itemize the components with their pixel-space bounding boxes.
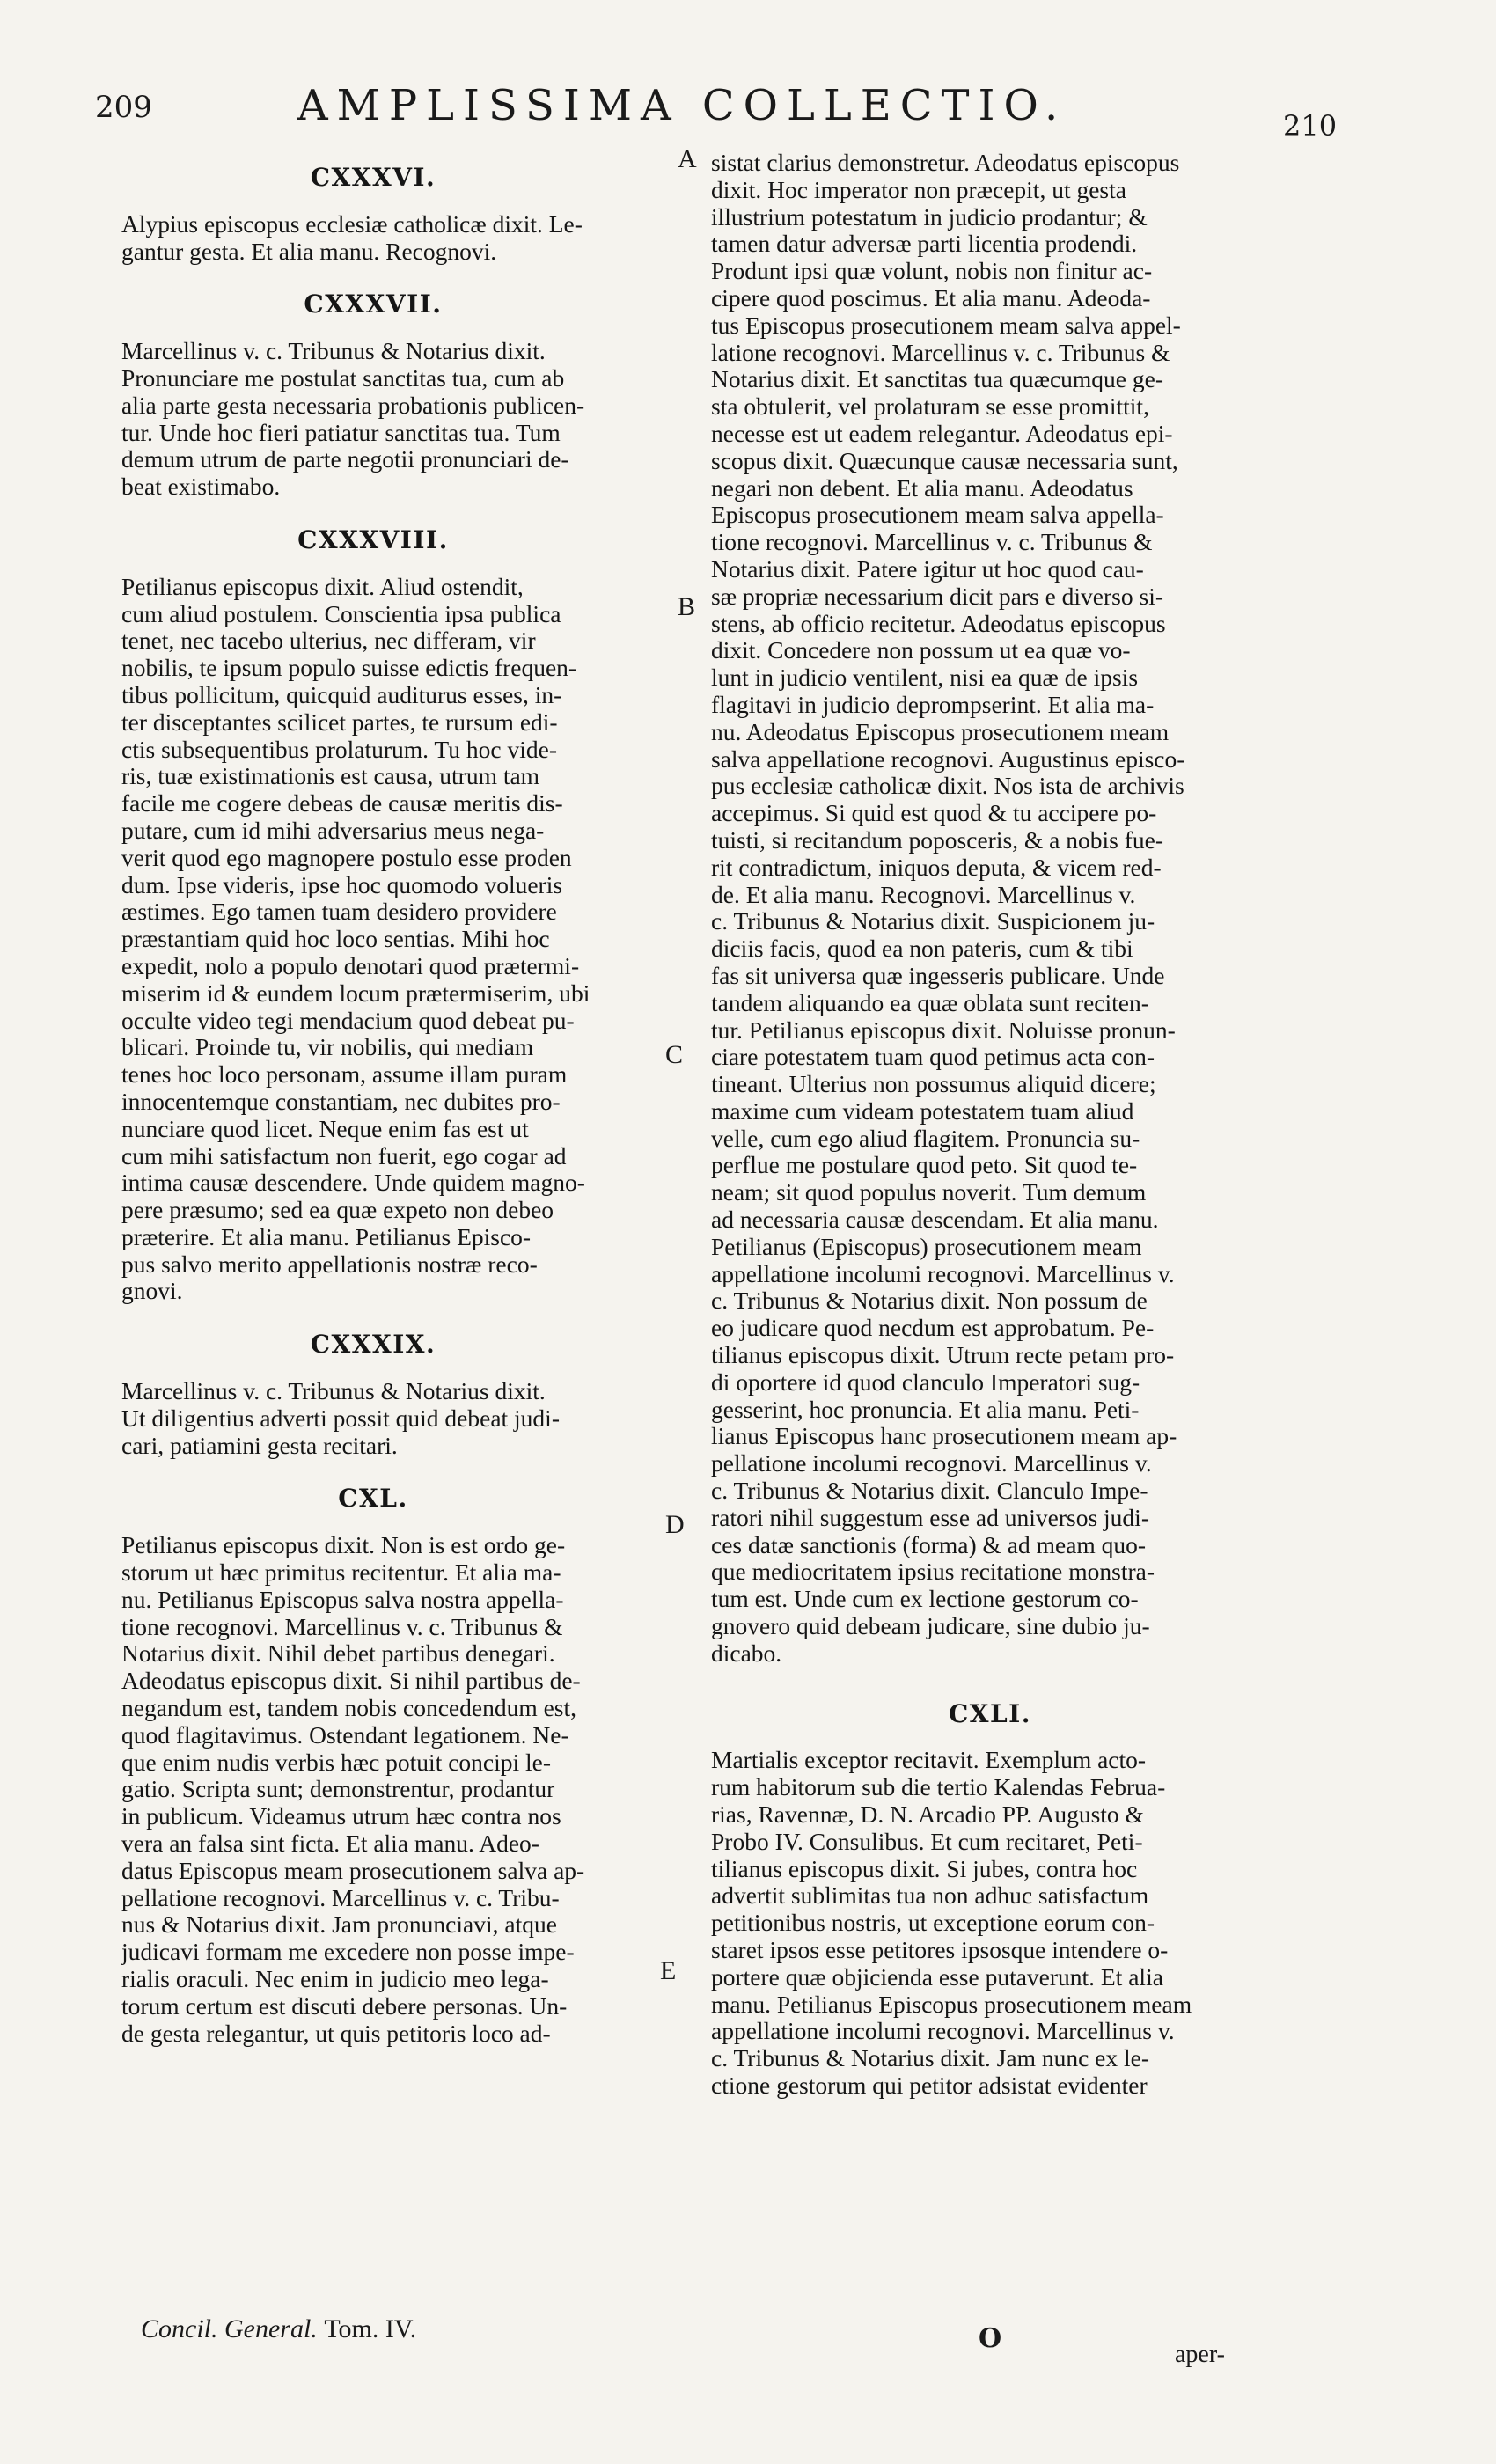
text-line: tuisti, si recitandum poposceris, & a nobis fue-: [711, 826, 1164, 854]
text-line: negandum est, tandem nobis concedendum est,: [121, 1695, 577, 1722]
text-line: scopus dixit. Quæcunque causæ necessaria sunt,: [711, 447, 1178, 474]
text-line: quod flagitavimus. Ostendant legationem. Ne-: [121, 1721, 569, 1749]
text-line: Notarius dixit. Patere igitur ut hoc quod cau-: [711, 555, 1144, 583]
signature-line: [141, 2314, 416, 2344]
text-line: neam; sit quod populus noverit. Tum demum: [711, 1179, 1147, 1206]
text-line: ctis subsequentibus prolaturum. Tu hoc vide-: [121, 736, 557, 763]
signature-mark: O: [979, 2323, 1002, 2354]
text-line: cum aliud postulem. Conscientia ipsa publica: [121, 600, 561, 627]
text-line: petitionibus nostris, ut exceptione eorum con-: [711, 1910, 1155, 1937]
text-line: dum. Ipse videris, ipse hoc quomodo volueris: [121, 871, 563, 898]
text-line: tandem aliquando ea quæ oblata sunt reciten-: [711, 989, 1149, 1016]
text-line: Ut diligentius adverti possit quid debeat judi-: [121, 1404, 560, 1432]
text-line: ris, tuæ existimationis est causa, utrum tam: [121, 763, 540, 790]
text-line: gantur gesta. Et alia manu. Recognovi.: [121, 238, 497, 265]
text-line: miserim id & eundem locum prætermiserim, ubi: [121, 979, 590, 1007]
text-line: Episcopus prosecutionem meam salva appella-: [711, 502, 1164, 529]
text-line: gnovi.: [121, 1278, 183, 1305]
text-line: di oportere id quod clanculo Imperatori sug-: [711, 1368, 1140, 1396]
text-line: tur. Unde hoc fieri patiatur sanctitas tua. Tum: [121, 419, 561, 446]
text-line: innocentemque constantiam, nec dubites pro-: [121, 1088, 561, 1115]
text-line: pus salvo merito appellationis nostræ reco-: [121, 1250, 538, 1278]
right-paragraph: [685, 150, 1295, 1668]
text-line: ciare potestatem tuam quod petimus acta con-: [711, 1044, 1155, 1071]
text-line: advertit sublimitas tua non adhuc satisfactum: [711, 1882, 1149, 1910]
text-line: ratori nihil suggestum esse ad universos judi-: [711, 1504, 1149, 1531]
text-line: Produnt ipsi quæ volunt, nobis non finitur ac-: [711, 258, 1153, 285]
catchword: aper-: [1175, 2341, 1225, 2368]
volume-text: Tom. IV.: [324, 2314, 417, 2343]
text-line: tur. Petilianus episcopus dixit. Noluisse pronun-: [711, 1016, 1176, 1044]
text-line: negari non debent. Et alia manu. Adeodatus: [711, 474, 1133, 502]
text-line: perflue me postulare quod peto. Sit quod te-: [711, 1152, 1138, 1179]
page-number-right: 210: [1283, 109, 1338, 143]
text-line: de gesta relegantur, ut quis petitoris loco ad-: [121, 2020, 551, 2047]
text-line: eo judicare quod necdum est approbatum. Pe-: [711, 1315, 1155, 1342]
text-line: Notarius dixit. Nihil debet partibus denegari.: [121, 1640, 555, 1668]
text-line: manu. Petilianus Episcopus prosecutionem meam: [711, 1991, 1192, 2018]
text-line: de. Et alia manu. Recognovi. Marcellinus v.: [711, 881, 1136, 908]
text-line: Notarius dixit. Et sanctitas tua quæcumque ge-: [711, 366, 1163, 393]
text-line: diciis facis, quod ea non pateris, cum & tibi: [711, 935, 1133, 963]
text-line: lunt in judicio ventilent, nisi ea quæ de ipsis: [711, 664, 1139, 692]
text-line: nu. Adeodatus Episcopus prosecutionem meam: [711, 718, 1170, 745]
text-line: intima causæ descendere. Unde quidem magno-: [121, 1170, 585, 1197]
section-heading: CXLI.: [948, 1698, 1032, 1728]
text-line: nunciare quod licet. Neque enim fas est ut: [121, 1115, 529, 1142]
text-line: Petilianus (Episcopus) prosecutionem meam: [711, 1233, 1142, 1260]
section-paragraph: [95, 338, 651, 501]
text-line: que enim nudis verbis hæc potuit concipi le-: [121, 1749, 552, 1776]
page-number-left: 209: [95, 90, 152, 125]
text-line: c. Tribunus & Notarius dixit. Clanculo Impe-: [711, 1478, 1148, 1505]
text-line: Probo IV. Consulibus. Et cum recitaret, Peti-: [711, 1828, 1143, 1855]
text-line: velle, cum ego aliud flagitem. Pronuncia su-: [711, 1125, 1140, 1152]
text-line: que mediocritatem ipsius recitatione monstra-: [711, 1558, 1155, 1586]
left-column: [95, 154, 651, 2047]
section-heading: CXXXVII.: [304, 290, 443, 319]
text-line: c. Tribunus & Notarius dixit. Jam nunc ex le-: [711, 2045, 1150, 2072]
text-line: Marcellinus v. c. Tribunus & Notarius dixit.: [121, 338, 546, 365]
text-line: alia parte gesta necessaria probationis publicen-: [121, 392, 585, 419]
text-line: blicari. Proinde tu, vir nobilis, qui mediam: [121, 1034, 534, 1061]
section-heading: CXL.: [338, 1484, 408, 1514]
section-heading: CXXXIX.: [310, 1330, 436, 1360]
text-line: dixit. Concedere non possum ut ea quæ vo-: [711, 637, 1131, 664]
text-line: rialis oraculi. Nec enim in judicio meo lega-: [121, 1966, 549, 1993]
text-line: præstantiam quid hoc loco sentias. Mihi hoc: [121, 926, 550, 953]
running-header: [0, 81, 1496, 143]
text-line: vera an falsa sint ficta. Et alia manu. Adeo-: [121, 1830, 539, 1858]
text-line: Adeodatus episcopus dixit. Si nihil partibus de-: [121, 1668, 581, 1695]
text-line: ctione gestorum qui petitor adsistat evidenter: [711, 2072, 1148, 2099]
text-line: Marcellinus v. c. Tribunus & Notarius dixit.: [121, 1378, 546, 1405]
section-paragraph: [95, 211, 651, 266]
text-line: pus ecclesiæ catholicæ dixit. Nos ista de archivis: [711, 773, 1184, 800]
text-line: beat existimabo.: [121, 473, 281, 501]
text-line: tibus pollicitum, quicquid auditurus esses, in-: [121, 681, 562, 708]
text-line: judicavi formam me excedere non posse impe-: [121, 1939, 575, 1966]
text-line: illustrium potestatum in judicio prodantur; &: [711, 203, 1148, 231]
text-line: ad necessaria causæ descendam. Et alia manu.: [711, 1206, 1159, 1234]
margin-letter-a: A: [678, 144, 697, 173]
text-line: verit quod ego magnopere postulo esse proden: [121, 844, 572, 871]
text-line: expedit, nolo a populo denotari quod prætermi-: [121, 952, 580, 979]
margin-letter-c: C: [665, 1040, 684, 1069]
text-line: ces datæ sanctionis (forma) & ad meam quo-: [711, 1531, 1147, 1558]
text-line: occulte video tegi mendacium quod debeat pu-: [121, 1007, 575, 1034]
text-line: tineant. Ulterius non possumus aliquid dicere;: [711, 1071, 1156, 1098]
text-line: cari, patiamini gesta recitari.: [121, 1432, 398, 1459]
text-line: torum certum est discuti debere personas. Un-: [121, 1992, 568, 2020]
text-line: in publicum. Videamus utrum hæc contra nos: [121, 1803, 561, 1830]
text-line: tilianus episcopus dixit. Si jubes, contra hoc: [711, 1855, 1138, 1882]
text-line: gesserint, hoc pronuncia. Et alia manu. Peti-: [711, 1396, 1140, 1423]
text-line: dixit. Hoc imperator non præcepit, ut gesta: [711, 176, 1126, 203]
text-line: cipere quod poscimus. Et alia manu. Adeoda-: [711, 284, 1151, 312]
text-line: c. Tribunus & Notarius dixit. Suspicionem ju-: [711, 908, 1155, 935]
text-line: flagitavi in judicio deprompserint. Et alia ma-: [711, 691, 1155, 718]
signature-text: Concil. General.: [141, 2314, 318, 2343]
text-line: pellatione recognovi. Marcellinus v. c. Tribu-: [121, 1884, 560, 1911]
text-line: nobilis, te ipsum populo suisse edictis frequen-: [121, 655, 577, 682]
text-line: pere præsumo; sed ea quæ expeto non debeo: [121, 1197, 554, 1224]
text-line: appellatione incolumi recognovi. Marcellinus v.: [711, 1260, 1175, 1287]
section-paragraph: [685, 1747, 1295, 2099]
text-line: Martialis exceptor recitavit. Exemplum acto-: [711, 1747, 1147, 1774]
section-paragraph: [95, 1532, 651, 2047]
text-line: sistat clarius demonstretur. Adeodatus episcopus: [711, 150, 1180, 176]
margin-letter-e: E: [660, 1956, 677, 1985]
text-line: appellatione incolumi recognovi. Marcellinus v.: [711, 2018, 1175, 2045]
text-line: c. Tribunus & Notarius dixit. Non possum de: [711, 1287, 1148, 1315]
text-line: salva appellatione recognovi. Augustinus episco-: [711, 745, 1185, 773]
text-line: demum utrum de parte negotii pronunciari de-: [121, 446, 569, 473]
text-line: lianus Episcopus hanc prosecutionem meam ap-: [711, 1423, 1177, 1450]
section-paragraph: [95, 574, 651, 1306]
text-line: necesse est ut eadem relegantur. Adeodatus epi-: [711, 420, 1173, 447]
text-line: nus & Notarius dixit. Jam pronunciavi, atque: [121, 1911, 557, 1939]
text-line: tum est. Unde cum ex lectione gestorum co-: [711, 1586, 1139, 1613]
section-heading: CXXXVIII.: [297, 524, 449, 554]
text-line: rit contradictum, iniquos deputa, & vicem red-: [711, 854, 1162, 881]
text-line: gnovero quid debeam judicare, sine dubio ju-: [711, 1613, 1150, 1640]
text-line: præterire. Et alia manu. Petilianus Episco-: [121, 1223, 532, 1250]
text-line: facile me cogere debeas de causæ meritis dis-: [121, 790, 563, 818]
text-line: tilianus episcopus dixit. Utrum recte petam pro-: [711, 1342, 1175, 1369]
text-line: pellatione incolumi recognovi. Marcellinus v.: [711, 1450, 1152, 1478]
margin-letter-b: B: [678, 592, 696, 621]
text-line: putare, cum id mihi adversarius meus nega-: [121, 817, 545, 844]
text-line: cum mihi satisfactum non fuerit, ego cogar ad: [121, 1142, 567, 1170]
text-line: tione recognovi. Marcellinus v. c. Tribunus &: [121, 1613, 563, 1640]
text-line: staret ipsos esse petitores ipsosque intendere o-: [711, 1937, 1169, 1963]
text-line: Petilianus episcopus dixit. Aliud ostendit,: [121, 573, 524, 600]
text-line: maxime cum videam potestatem tuam aliud: [711, 1097, 1134, 1125]
running-title: AMPLISSIMA COLLECTIO.: [297, 81, 1067, 130]
section-heading: CXXXVI.: [310, 163, 436, 192]
right-column: [685, 150, 1295, 2100]
text-line: tamen datur adversæ parti licentia prodendi.: [711, 231, 1138, 258]
text-line: gatio. Scripta sunt; demonstrentur, prodantur: [121, 1776, 555, 1803]
text-line: Pronunciare me postulat sanctitas tua, cum ab: [121, 364, 565, 392]
text-line: tione recognovi. Marcellinus v. c. Tribunus &: [711, 529, 1153, 556]
text-line: accepimus. Si quid est quod & tu accipere po-: [711, 800, 1157, 827]
text-line: rum habitorum sub die tertio Kalendas Februa-: [711, 1774, 1166, 1801]
text-line: æstimes. Ego tamen tuam desidero providere: [121, 898, 557, 926]
text-line: latione recognovi. Marcellinus v. c. Tribunus &: [711, 339, 1170, 366]
text-line: datus Episcopus meam prosecutionem salva ap-: [121, 1857, 585, 1884]
text-line: sta obtulerit, vel prolaturam se esse promittit,: [711, 393, 1149, 421]
text-line: tenet, nec tacebo ulterius, nec differam, vir: [121, 627, 536, 655]
text-line: rias, Ravennæ, D. N. Arcadio PP. Augusto &: [711, 1801, 1144, 1829]
text-line: portere quæ objicienda esse putaverunt. Et alia: [711, 1963, 1163, 1991]
text-line: dicabo.: [711, 1639, 782, 1667]
text-line: tus Episcopus prosecutionem meam salva appel-: [711, 312, 1181, 339]
margin-letter-d: D: [665, 1510, 685, 1539]
text-line: stens, ab officio recitetur. Adeodatus episcopus: [711, 610, 1166, 637]
text-line: tenes hoc loco personam, assume illam puram: [121, 1061, 568, 1089]
text-line: Petilianus episcopus dixit. Non is est ordo ge-: [121, 1532, 566, 1559]
text-line: Alypius episcopus ecclesiæ catholicæ dixit. Le-: [121, 210, 583, 238]
text-line: fas sit universa quæ ingesseris publicare. Unde: [711, 962, 1165, 989]
text-line: ter disceptantes scilicet partes, te rursum edi-: [121, 708, 558, 736]
text-line: nu. Petilianus Episcopus salva nostra appella-: [121, 1586, 564, 1613]
text-line: sæ propriæ necessarium dicit pars e diverso si-: [711, 583, 1163, 610]
text-line: storum ut hæc primitus recitentur. Et alia ma-: [121, 1559, 561, 1587]
section-paragraph: [95, 1378, 651, 1459]
